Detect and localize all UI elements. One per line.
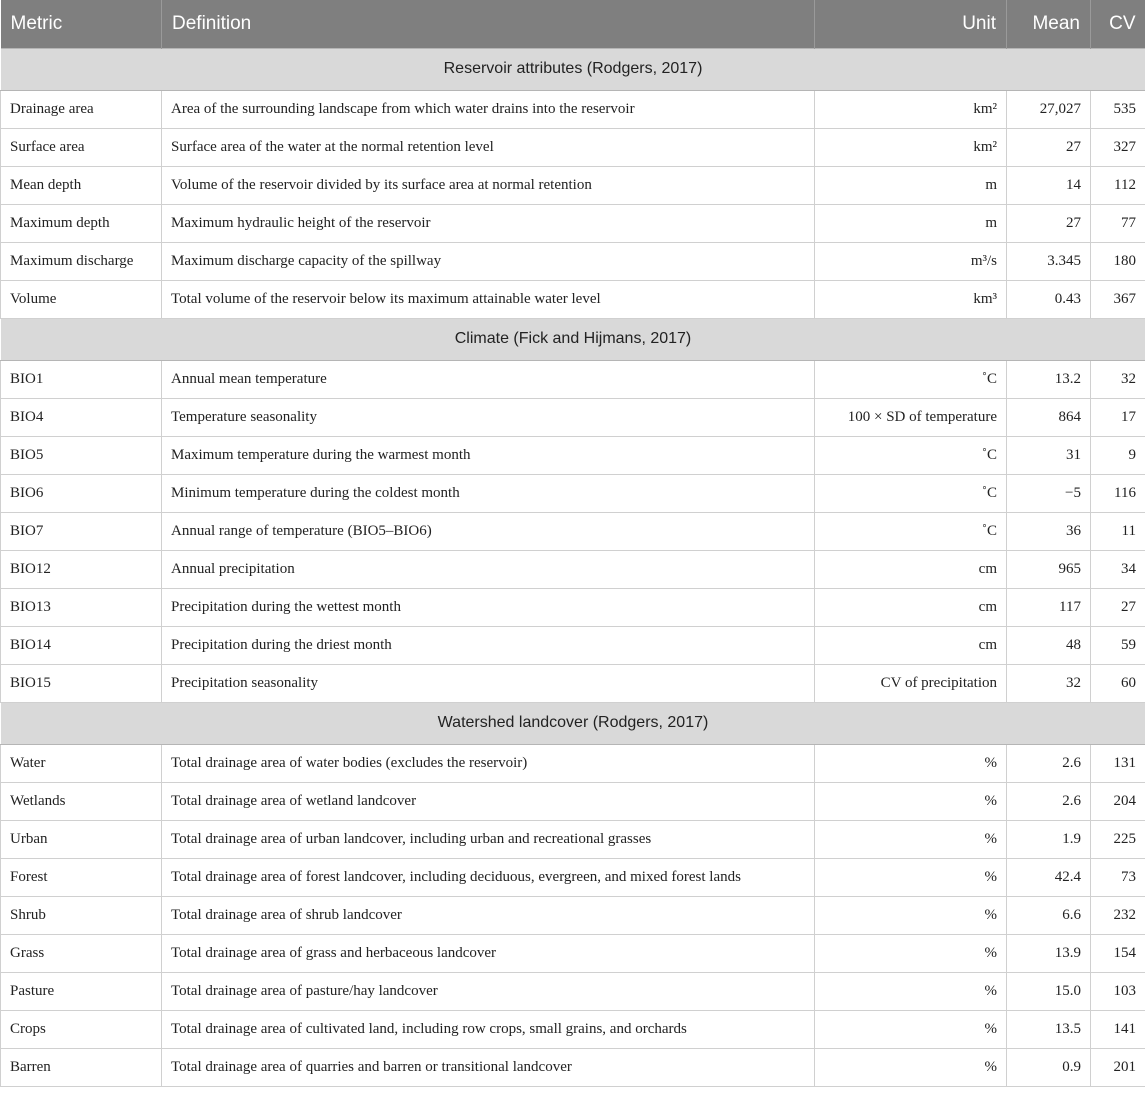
unit-cell: cm xyxy=(815,550,1007,588)
metric-cell: BIO14 xyxy=(1,626,162,664)
header-cv: CV xyxy=(1091,0,1145,48)
cv-cell: 204 xyxy=(1091,782,1145,820)
definition-cell: Total drainage area of urban landcover, including urban and recreational grasses xyxy=(162,820,815,858)
unit-cell: km³ xyxy=(815,280,1007,318)
cv-cell: 32 xyxy=(1091,360,1145,398)
table-row xyxy=(1,934,1145,972)
unit-cell: m xyxy=(815,204,1007,242)
cv-cell: 201 xyxy=(1091,1048,1145,1086)
mean-cell: 48 xyxy=(1007,626,1091,664)
cv-cell: 367 xyxy=(1091,280,1145,318)
definition-cell: Total drainage area of forest landcover, including deciduous, evergreen, and mixed forest lands xyxy=(162,858,815,896)
definition-cell: Minimum temperature during the coldest month xyxy=(162,474,815,512)
cv-cell: 59 xyxy=(1091,626,1145,664)
definition-cell: Annual range of temperature (BIO5–BIO6) xyxy=(162,512,815,550)
metric-cell: Forest xyxy=(1,858,162,896)
table-row xyxy=(1,972,1145,1010)
mean-cell: 0.9 xyxy=(1007,1048,1091,1086)
unit-cell: % xyxy=(815,744,1007,782)
cv-cell: 327 xyxy=(1091,128,1145,166)
cv-cell: 154 xyxy=(1091,934,1145,972)
unit-cell: cm xyxy=(815,588,1007,626)
metric-cell: BIO13 xyxy=(1,588,162,626)
cv-cell: 103 xyxy=(1091,972,1145,1010)
cv-cell: 232 xyxy=(1091,896,1145,934)
table-row xyxy=(1,782,1145,820)
cv-cell: 60 xyxy=(1091,664,1145,702)
table-row xyxy=(1,512,1145,550)
section-title: Climate (Fick and Hijmans, 2017) xyxy=(1,318,1145,360)
unit-cell: % xyxy=(815,896,1007,934)
unit-cell: ˚C xyxy=(815,360,1007,398)
header-unit: Unit xyxy=(815,0,1007,48)
definition-cell: Area of the surrounding landscape from which water drains into the reservoir xyxy=(162,90,815,128)
section-title: Reservoir attributes (Rodgers, 2017) xyxy=(1,48,1145,90)
table-body xyxy=(1,48,1145,1086)
metric-cell: Wetlands xyxy=(1,782,162,820)
cv-cell: 77 xyxy=(1091,204,1145,242)
unit-cell: % xyxy=(815,820,1007,858)
mean-cell: 36 xyxy=(1007,512,1091,550)
cv-cell: 535 xyxy=(1091,90,1145,128)
cv-cell: 34 xyxy=(1091,550,1145,588)
mean-cell: 2.6 xyxy=(1007,782,1091,820)
mean-cell: 27,027 xyxy=(1007,90,1091,128)
mean-cell: 864 xyxy=(1007,398,1091,436)
table-row xyxy=(1,1010,1145,1048)
unit-cell: % xyxy=(815,1010,1007,1048)
definition-cell: Total drainage area of pasture/hay landcover xyxy=(162,972,815,1010)
section-header-row xyxy=(1,702,1145,744)
table-row xyxy=(1,474,1145,512)
metric-cell: BIO5 xyxy=(1,436,162,474)
section-title: Watershed landcover (Rodgers, 2017) xyxy=(1,702,1145,744)
definition-cell: Total drainage area of wetland landcover xyxy=(162,782,815,820)
metric-cell: Barren xyxy=(1,1048,162,1086)
unit-cell: km² xyxy=(815,90,1007,128)
unit-cell: 100 × SD of temperature xyxy=(815,398,1007,436)
metric-cell: Surface area xyxy=(1,128,162,166)
definition-cell: Precipitation seasonality xyxy=(162,664,815,702)
unit-cell: CV of precipitation xyxy=(815,664,1007,702)
mean-cell: 3.345 xyxy=(1007,242,1091,280)
table-row xyxy=(1,1048,1145,1086)
metric-cell: Maximum discharge xyxy=(1,242,162,280)
table-row xyxy=(1,90,1145,128)
unit-cell: % xyxy=(815,934,1007,972)
unit-cell: m³/s xyxy=(815,242,1007,280)
mean-cell: 15.0 xyxy=(1007,972,1091,1010)
mean-cell: 27 xyxy=(1007,128,1091,166)
table-row xyxy=(1,588,1145,626)
cv-cell: 131 xyxy=(1091,744,1145,782)
definition-cell: Maximum hydraulic height of the reservoir xyxy=(162,204,815,242)
definition-cell: Maximum discharge capacity of the spillway xyxy=(162,242,815,280)
mean-cell: 0.43 xyxy=(1007,280,1091,318)
unit-cell: km² xyxy=(815,128,1007,166)
table-row xyxy=(1,664,1145,702)
metric-cell: Crops xyxy=(1,1010,162,1048)
unit-cell: ˚C xyxy=(815,512,1007,550)
mean-cell: 965 xyxy=(1007,550,1091,588)
cv-cell: 141 xyxy=(1091,1010,1145,1048)
metric-cell: BIO1 xyxy=(1,360,162,398)
definition-cell: Precipitation during the driest month xyxy=(162,626,815,664)
table-row xyxy=(1,280,1145,318)
mean-cell: 117 xyxy=(1007,588,1091,626)
metric-cell: Maximum depth xyxy=(1,204,162,242)
cv-cell: 112 xyxy=(1091,166,1145,204)
unit-cell: ˚C xyxy=(815,474,1007,512)
cv-cell: 27 xyxy=(1091,588,1145,626)
unit-cell: ˚C xyxy=(815,436,1007,474)
header-definition: Definition xyxy=(162,0,815,48)
unit-cell: cm xyxy=(815,626,1007,664)
mean-cell: 32 xyxy=(1007,664,1091,702)
table-row xyxy=(1,550,1145,588)
metric-cell: BIO15 xyxy=(1,664,162,702)
mean-cell: 2.6 xyxy=(1007,744,1091,782)
table-row xyxy=(1,436,1145,474)
metric-cell: Mean depth xyxy=(1,166,162,204)
metric-cell: Grass xyxy=(1,934,162,972)
mean-cell: 42.4 xyxy=(1007,858,1091,896)
table-row xyxy=(1,360,1145,398)
mean-cell: 6.6 xyxy=(1007,896,1091,934)
table-row xyxy=(1,204,1145,242)
definition-cell: Total drainage area of shrub landcover xyxy=(162,896,815,934)
section-header-row xyxy=(1,318,1145,360)
table-header-row xyxy=(1,0,1145,48)
unit-cell: % xyxy=(815,1048,1007,1086)
table-row xyxy=(1,626,1145,664)
unit-cell: m xyxy=(815,166,1007,204)
table-row xyxy=(1,398,1145,436)
table-row xyxy=(1,858,1145,896)
cv-cell: 225 xyxy=(1091,820,1145,858)
table-row xyxy=(1,744,1145,782)
cv-cell: 11 xyxy=(1091,512,1145,550)
definition-cell: Annual precipitation xyxy=(162,550,815,588)
mean-cell: 1.9 xyxy=(1007,820,1091,858)
metric-cell: Pasture xyxy=(1,972,162,1010)
unit-cell: % xyxy=(815,972,1007,1010)
metric-cell: Water xyxy=(1,744,162,782)
table-row xyxy=(1,128,1145,166)
definition-cell: Volume of the reservoir divided by its surface area at normal retention xyxy=(162,166,815,204)
definition-cell: Annual mean temperature xyxy=(162,360,815,398)
table-row xyxy=(1,896,1145,934)
metric-cell: Urban xyxy=(1,820,162,858)
definition-cell: Total volume of the reservoir below its maximum attainable water level xyxy=(162,280,815,318)
section-header-row xyxy=(1,48,1145,90)
definition-cell: Total drainage area of water bodies (excludes the reservoir) xyxy=(162,744,815,782)
table-row xyxy=(1,166,1145,204)
metric-cell: Volume xyxy=(1,280,162,318)
metric-cell: BIO7 xyxy=(1,512,162,550)
definition-cell: Surface area of the water at the normal retention level xyxy=(162,128,815,166)
definition-cell: Precipitation during the wettest month xyxy=(162,588,815,626)
mean-cell: 27 xyxy=(1007,204,1091,242)
table-row xyxy=(1,820,1145,858)
metric-cell: BIO6 xyxy=(1,474,162,512)
unit-cell: % xyxy=(815,782,1007,820)
header-metric: Metric xyxy=(1,0,162,48)
definition-cell: Total drainage area of cultivated land, including row crops, small grains, and orchards xyxy=(162,1010,815,1048)
mean-cell: 31 xyxy=(1007,436,1091,474)
cv-cell: 73 xyxy=(1091,858,1145,896)
metric-cell: Drainage area xyxy=(1,90,162,128)
mean-cell: 13.2 xyxy=(1007,360,1091,398)
mean-cell: 13.5 xyxy=(1007,1010,1091,1048)
definition-cell: Total drainage area of quarries and barren or transitional landcover xyxy=(162,1048,815,1086)
cv-cell: 180 xyxy=(1091,242,1145,280)
metric-cell: Shrub xyxy=(1,896,162,934)
definition-cell: Maximum temperature during the warmest month xyxy=(162,436,815,474)
definition-cell: Total drainage area of grass and herbaceous landcover xyxy=(162,934,815,972)
mean-cell: −5 xyxy=(1007,474,1091,512)
metric-cell: BIO4 xyxy=(1,398,162,436)
header-mean: Mean xyxy=(1007,0,1091,48)
table-row xyxy=(1,242,1145,280)
unit-cell: % xyxy=(815,858,1007,896)
definition-cell: Temperature seasonality xyxy=(162,398,815,436)
mean-cell: 14 xyxy=(1007,166,1091,204)
cv-cell: 116 xyxy=(1091,474,1145,512)
metric-cell: BIO12 xyxy=(1,550,162,588)
cv-cell: 9 xyxy=(1091,436,1145,474)
mean-cell: 13.9 xyxy=(1007,934,1091,972)
cv-cell: 17 xyxy=(1091,398,1145,436)
